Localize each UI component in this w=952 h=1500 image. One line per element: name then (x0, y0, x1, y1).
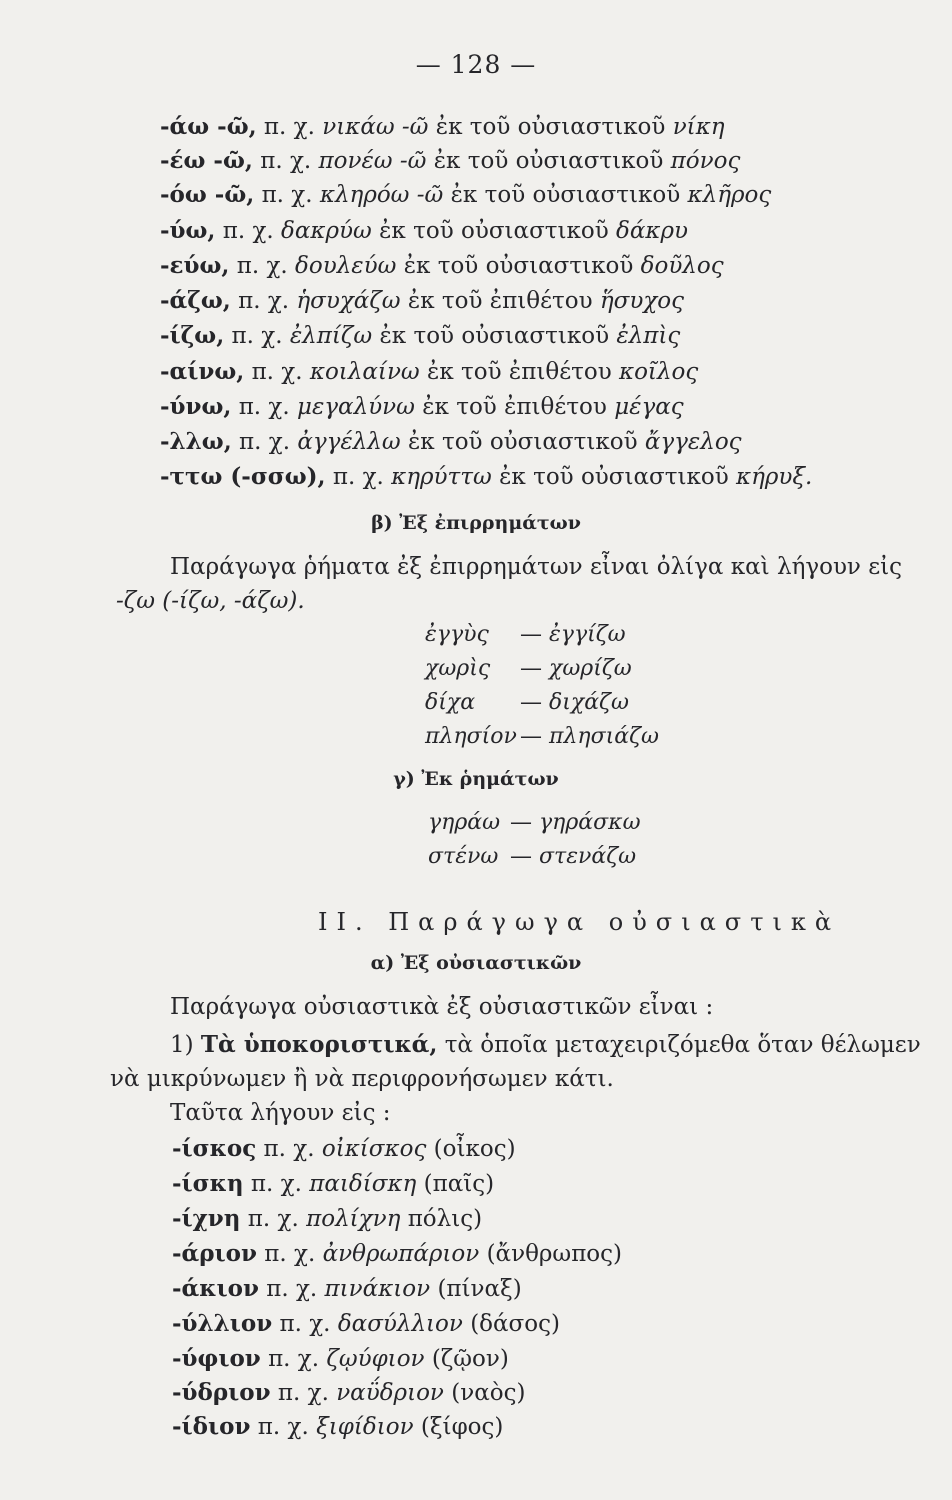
suffix-row: -ίσκος π. χ. οἰκίσκος (οἶκος) (172, 1135, 516, 1162)
section-beta-text-line2: -ζω (-ίζω, -άζω). (116, 588, 305, 614)
derivation-row: -άζω, π. χ. ἡσυχάζω ἐκ τοῦ ἐπιθέτου ἥσυχος (160, 287, 685, 314)
suffix-row: -ίσκη π. χ. παιδίσκη (παῖς) (172, 1170, 495, 1197)
section-ii-intro: Παράγωγα οὐσιαστικὰ ἐξ οὐσιαστικῶν εἶναι : (170, 994, 714, 1020)
derivation-row: -ύω, π. χ. δακρύω ἐκ τοῦ οὐσιαστικοῦ δάκρυ (160, 217, 688, 244)
derivation-row: -άω -ῶ, π. χ. νικάω -ῶ ἐκ τοῦ οὐσιαστικοῦ νίκη (160, 113, 725, 140)
section-ii-item1-line2: νὰ μικρύνωμεν ἢ νὰ περιφρονήσωμεν κάτι. (110, 1066, 614, 1092)
derivation-row: -αίνω, π. χ. κοιλαίνω ἐκ τοῦ ἐπιθέτου κοῖλος (160, 358, 699, 385)
section-beta-heading: β) Ἐξ ἐπιρρημάτων (371, 512, 581, 534)
suffix-row: -ίδιον π. χ. ξιφίδιον (ξίφος) (172, 1413, 504, 1440)
word-pair: γηράω — γηράσκω (428, 810, 641, 835)
section-gamma-heading: γ) Ἐκ ῥημάτων (393, 768, 559, 790)
word-pair: ἐγγὺς — ἐγγίζω (425, 622, 626, 647)
suffix-row: -ίχνη π. χ. πολίχνη πόλις) (172, 1205, 483, 1232)
derivation-row: -όω -ῶ, π. χ. κληρόω -ῶ ἐκ τοῦ οὐσιαστικοῦ κλῆρος (160, 181, 772, 208)
word-pair: δίχα — διχάζω (425, 690, 629, 715)
suffix-row: -άριον π. χ. ἀνθρωπάριον (ἄνθρωπος) (172, 1240, 623, 1267)
suffix-row: -ύδριον π. χ. ναΰδριον (ναὸς) (172, 1379, 526, 1406)
derivation-row: -ίζω, π. χ. ἐλπίζω ἐκ τοῦ οὐσιαστικοῦ ἐλπὶς (160, 322, 681, 349)
page-number: — 128 — (415, 50, 537, 79)
suffix-row: -άκιον π. χ. πινάκιον (πίναξ) (172, 1275, 522, 1302)
derivation-row: -έω -ῶ, π. χ. πονέω -ῶ ἐκ τοῦ οὐσιαστικοῦ πόνος (160, 147, 741, 174)
derivation-row: -ττω (-σσω), π. χ. κηρύττω ἐκ τοῦ οὐσιαστικοῦ κήρυξ. (160, 463, 813, 490)
suffix-row: -ύλλιον π. χ. δασύλλιον (δάσος) (172, 1310, 560, 1337)
section-ii-item1: 1) Τὰ ὑποκοριστικά, τὰ ὁποῖα μεταχειριζόμεθα ὅταν θέλωμεν (170, 1031, 921, 1058)
section-ii-subheading: α) Ἐξ οὐσιαστικῶν (370, 952, 582, 974)
section-beta-text-line1: Παράγωγα ῥήματα ἐξ ἐπιρρημάτων εἶναι ὀλίγα καὶ λήγουν εἰς (170, 554, 903, 580)
derivation-row: -ύνω, π. χ. μεγαλύνω ἐκ τοῦ ἐπιθέτου μέγας (160, 393, 684, 420)
word-pair: πλησίον — πλησιάζω (425, 724, 659, 749)
item1-term: Τὰ ὑποκοριστικά, (200, 1031, 438, 1058)
derivation-row: -λλω, π. χ. ἀγγέλλω ἐκ τοῦ οὐσιαστικοῦ ἄγγελος (160, 428, 742, 455)
derivation-row: -εύω, π. χ. δουλεύω ἐκ τοῦ οὐσιαστικοῦ δοῦλος (160, 252, 724, 279)
section-ii-ending-intro: Ταῦτα λήγουν εἰς : (170, 1100, 391, 1126)
word-pair: στένω — στενάζω (428, 844, 637, 869)
suffix-row: -ύφιον π. χ. ζῳύφιον (ζῷον) (172, 1345, 509, 1372)
word-pair: χωρὶς — χωρίζω (425, 656, 632, 681)
section-ii-title: II. Παράγωγα οὐσιαστικὰ (318, 908, 841, 936)
